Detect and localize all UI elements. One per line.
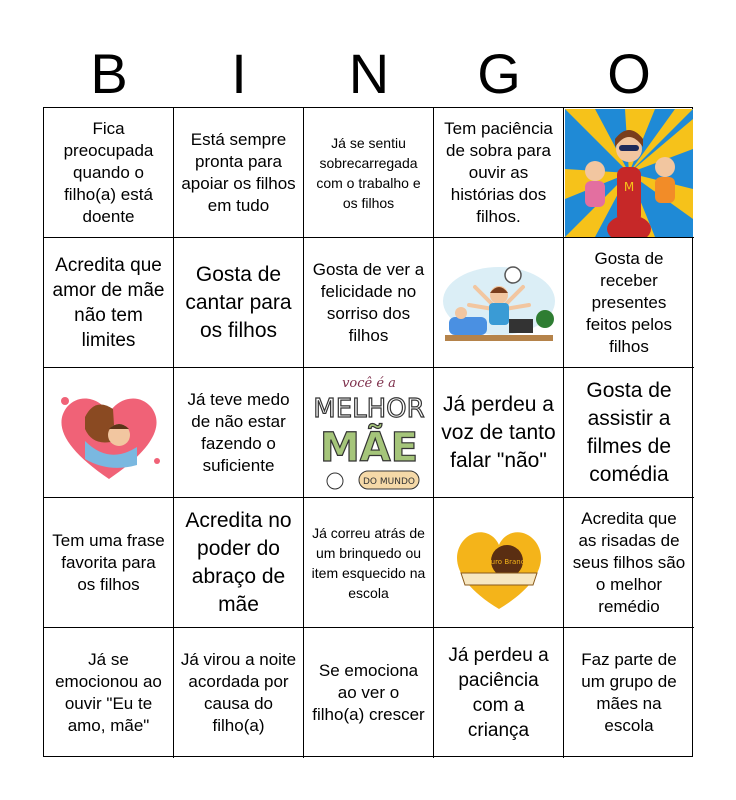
bingo-cell[interactable]: Acredita no poder do abraço de mãe [174, 498, 304, 628]
bingo-cell-image[interactable] [434, 238, 564, 368]
svg-text:MELHOR: MELHOR [312, 393, 425, 424]
header-letter-g: G [477, 42, 521, 105]
bingo-cell[interactable]: Acredita que as risadas de seus filhos são o melhor remédio [564, 498, 694, 628]
bingo-cell[interactable]: Acredita que amor de mãe não tem limites [44, 238, 174, 368]
bingo-cell-image[interactable] [564, 108, 694, 238]
multitasking-mom-illustration [435, 239, 563, 367]
bingo-cell-image[interactable] [434, 498, 564, 628]
bingo-cell-image[interactable] [304, 368, 434, 498]
header-letter-o: O [607, 42, 651, 105]
header-letter-i: I [231, 42, 247, 105]
svg-text:M: M [623, 179, 635, 194]
bingo-cell[interactable]: Tem paciência de sobra para ouvir as histórias dos filhos. [434, 108, 564, 238]
bingo-cell[interactable]: Está sempre pronta para apoiar os filhos em tudo [174, 108, 304, 238]
chocolate-heart-illustration [435, 499, 563, 627]
bingo-cell[interactable]: Já virou a noite acordada por causa do filho(a) [174, 628, 304, 758]
bingo-cell[interactable]: Já teve medo de não estar fazendo o suficiente [174, 368, 304, 498]
bingo-cell[interactable]: Gosta de ver a felicidade no sorriso dos filhos [304, 238, 434, 368]
bingo-cell[interactable]: Faz parte de um grupo de mães na escola [581, 650, 677, 735]
bingo-cell[interactable]: Tem uma frase favorita para os filhos [44, 498, 174, 628]
svg-text:você é a: você é a [341, 375, 396, 391]
bingo-cell[interactable]: Fica preocupada quando o filho(a) está doente [44, 108, 174, 238]
bingo-cell[interactable]: Gosta de assistir a filmes de comédia [564, 368, 694, 498]
bingo-cell-image[interactable] [44, 368, 174, 498]
header-letter-n: N [348, 42, 390, 105]
svg-text:DO MUNDO: DO MUNDO [362, 476, 415, 487]
header-letter-b: B [90, 42, 128, 105]
bingo-cell[interactable]: Já correu atrás de um brinquedo ou item esquecido na escola [304, 498, 434, 628]
bingo-cell[interactable]: Se emociona ao ver o filho(a) crescer [304, 628, 434, 758]
bingo-cell[interactable]: Já se sentiu sobrecarregada com o trabalho e os filhos [304, 108, 434, 238]
super-mom-illustration [565, 109, 693, 237]
mother-hug-heart-illustration [45, 369, 173, 497]
svg-text:Ouro Branco: Ouro Branco [484, 557, 529, 566]
bingo-cell[interactable]: Gosta de cantar para os filhos [174, 238, 304, 368]
bingo-cell[interactable]: Já perdeu a paciência com a criança [434, 628, 564, 758]
bingo-cell[interactable]: Já perdeu a voz de tanto falar "não" [434, 368, 564, 498]
bingo-cell[interactable]: Gosta de receber presentes feitos pelos filhos [564, 238, 694, 368]
svg-text:MÃE: MÃE [319, 424, 418, 471]
bingo-card [43, 107, 693, 757]
bingo-header [44, 40, 694, 108]
bingo-cell[interactable]: Já se emocionou ao ouvir "Eu te amo, mãe" [44, 628, 174, 758]
best-mom-poster [305, 369, 433, 497]
